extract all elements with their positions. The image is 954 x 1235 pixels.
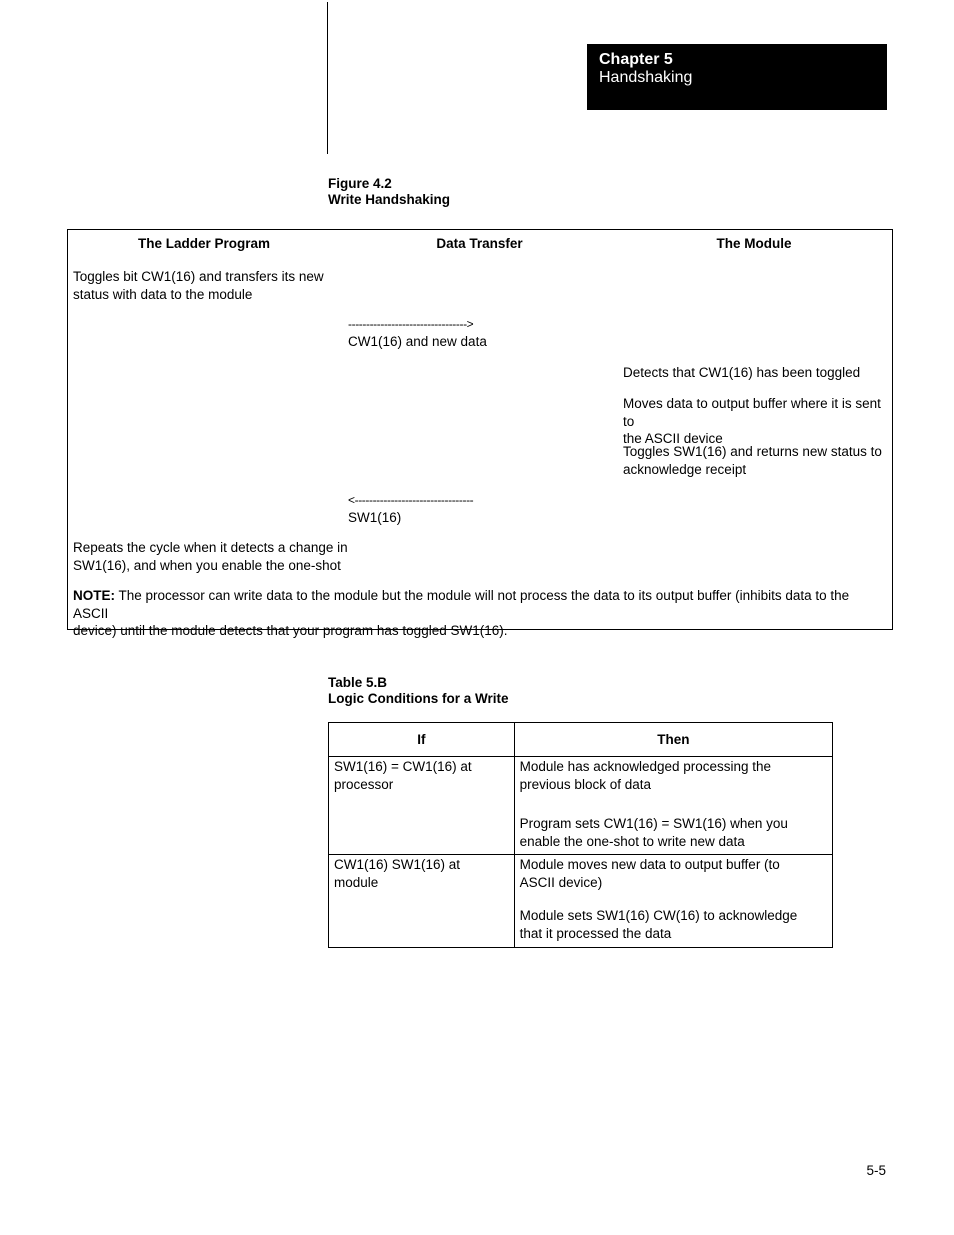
module-step-3: Toggles SW1(16) and returns new status to acknowledge receipt <box>623 444 882 477</box>
figure-note <box>73 587 885 640</box>
ladder-step-1: Toggles bit CW1(16) and transfers its new status with data to the module <box>73 269 324 302</box>
figure-title: Write Handshaking <box>328 192 451 207</box>
module-step-2: Moves data to output buffer where it is sent to the ASCII device <box>623 396 881 446</box>
figure-caption <box>328 176 450 208</box>
table-row <box>329 757 833 855</box>
chapter-number: Chapter 5 <box>599 51 673 68</box>
header-then: Then <box>514 723 832 757</box>
module-step-1: Detects that CW1(16) has been toggled <box>623 365 861 380</box>
chapter-title: Handshaking <box>599 69 693 86</box>
arrow-to-ladder: <--------------------------------- <box>348 493 474 507</box>
table-header-row <box>329 723 833 757</box>
note-text-line-1: The processor can write data to the module but the module will not process the data to its output buffer (inhibits data to the ASCII <box>73 588 850 621</box>
column-heading-ladder: The Ladder Program <box>137 236 271 251</box>
transfer-step-1: CW1(16) and new data <box>348 334 487 349</box>
arrow-to-module: ---------------------------------> <box>348 317 474 331</box>
if-cell: CW1(16) SW1(16) at module <box>329 855 515 948</box>
column-heading-transfer: Data Transfer <box>436 236 523 251</box>
note-text-line-2: device) until the module detects that your program has toggled SW1(16). <box>73 623 508 638</box>
then-cell: Module moves new data to output buffer (to ASCII device) Module sets SW1(16) CW(16) to acknowledge that it processed the data <box>514 855 832 948</box>
table-row <box>329 855 833 948</box>
margin-rule <box>327 2 328 154</box>
table-number: Table 5.B <box>328 675 388 690</box>
header-if: If <box>329 723 515 757</box>
chapter-header <box>587 44 887 110</box>
figure-number: Figure 4.2 <box>328 176 392 191</box>
table-caption <box>328 675 509 707</box>
transfer-step-2: SW1(16) <box>348 510 402 525</box>
logic-conditions-table <box>328 722 833 948</box>
then-cell: Module has acknowledged processing the previous block of data Program sets CW1(16) = SW1(16) when you enable the one-shot to write new data <box>514 757 832 855</box>
if-cell: SW1(16) = CW1(16) at processor <box>329 757 515 855</box>
note-label: NOTE: <box>73 588 115 603</box>
page-number: 5-5 <box>866 1163 886 1178</box>
write-handshaking-figure <box>67 229 893 638</box>
column-heading-module: The Module <box>716 236 792 251</box>
table-title: Logic Conditions for a Write <box>328 691 509 706</box>
ladder-step-2: Repeats the cycle when it detects a change in SW1(16), and when you enable the one-shot <box>73 540 348 573</box>
